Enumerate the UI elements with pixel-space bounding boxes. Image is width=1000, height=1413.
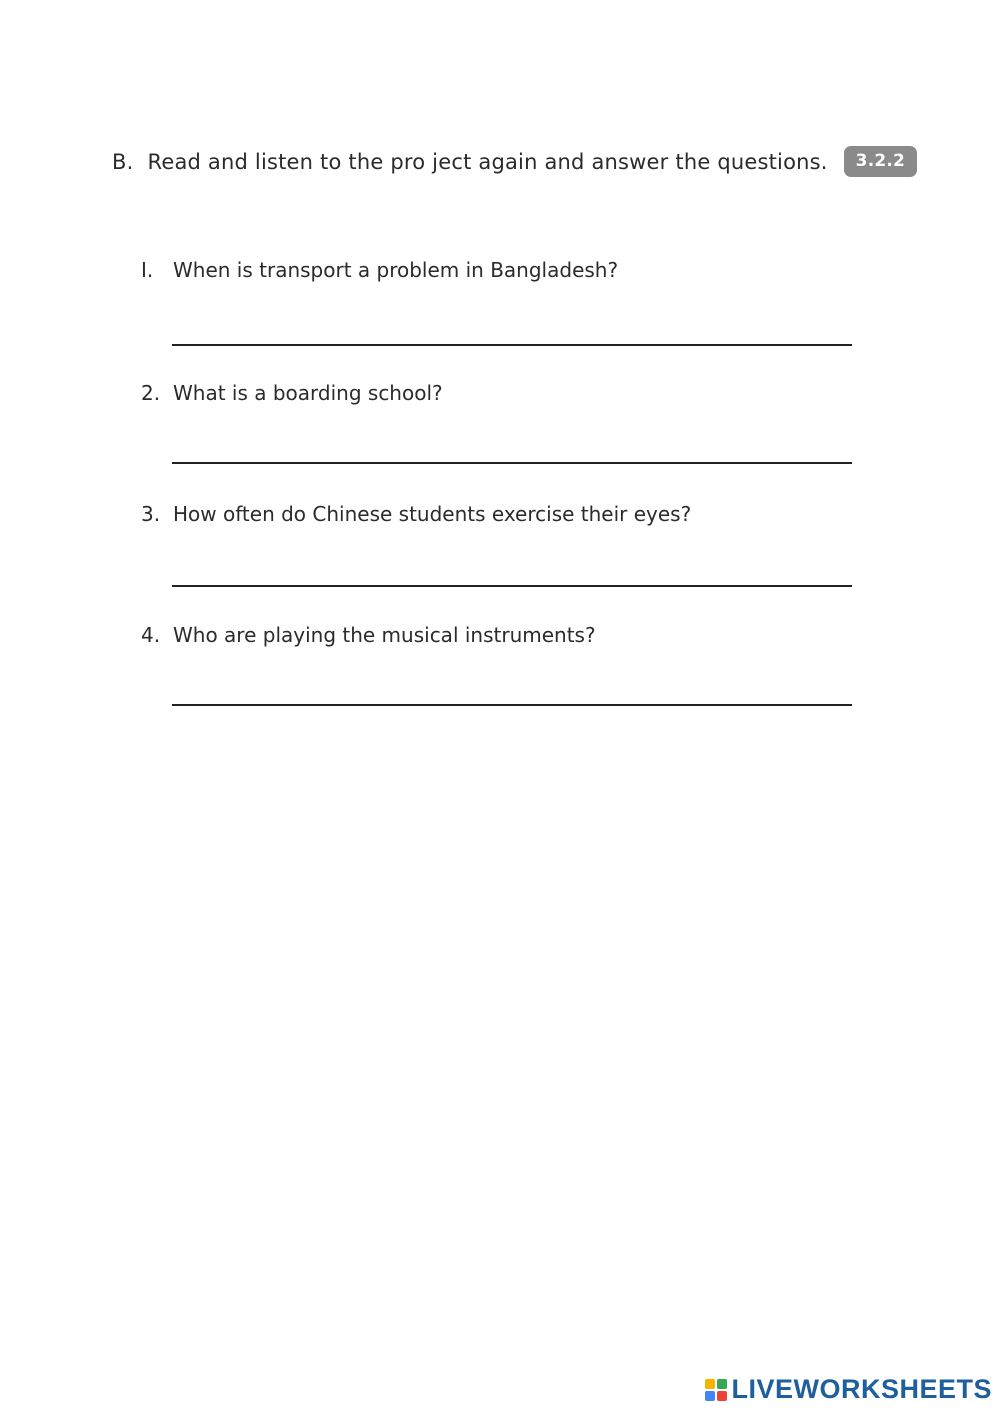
answer-line-4 [172,704,852,706]
liveworksheets-brand [705,1374,992,1405]
answer-input-1[interactable] [172,312,856,344]
question-1 [141,258,618,282]
question-number: 2. [141,381,161,405]
brand-name: LIVEWORKSHEETS [731,1374,992,1404]
question-text: What is a boarding school? [173,381,443,405]
answer-input-3[interactable] [172,553,856,585]
section-letter: B. [112,149,134,174]
section-instruction: Read and listen to the pro ject again and answer the questions. [147,149,828,174]
question-2 [141,381,443,405]
curriculum-code-badge: 3.2.2 [844,146,917,177]
question-text: When is transport a problem in Bangladesh? [173,258,619,282]
section-heading [112,146,917,177]
liveworksheets-logo-icon [705,1379,727,1401]
question-3 [141,502,691,526]
answer-line-2 [172,462,852,464]
logo-square [717,1391,727,1401]
question-text: Who are playing the musical instruments? [173,623,596,647]
logo-square [705,1379,715,1389]
answer-input-4[interactable] [172,672,856,704]
question-number: 4. [141,623,161,647]
question-4 [141,623,596,647]
answer-line-3 [172,585,852,587]
logo-square [705,1391,715,1401]
question-number: I. [141,258,154,282]
logo-square [717,1379,727,1389]
answer-input-2[interactable] [172,430,856,462]
answer-line-1 [172,344,852,346]
question-number: 3. [141,502,161,526]
question-text: How often do Chinese students exercise their eyes? [173,502,692,526]
